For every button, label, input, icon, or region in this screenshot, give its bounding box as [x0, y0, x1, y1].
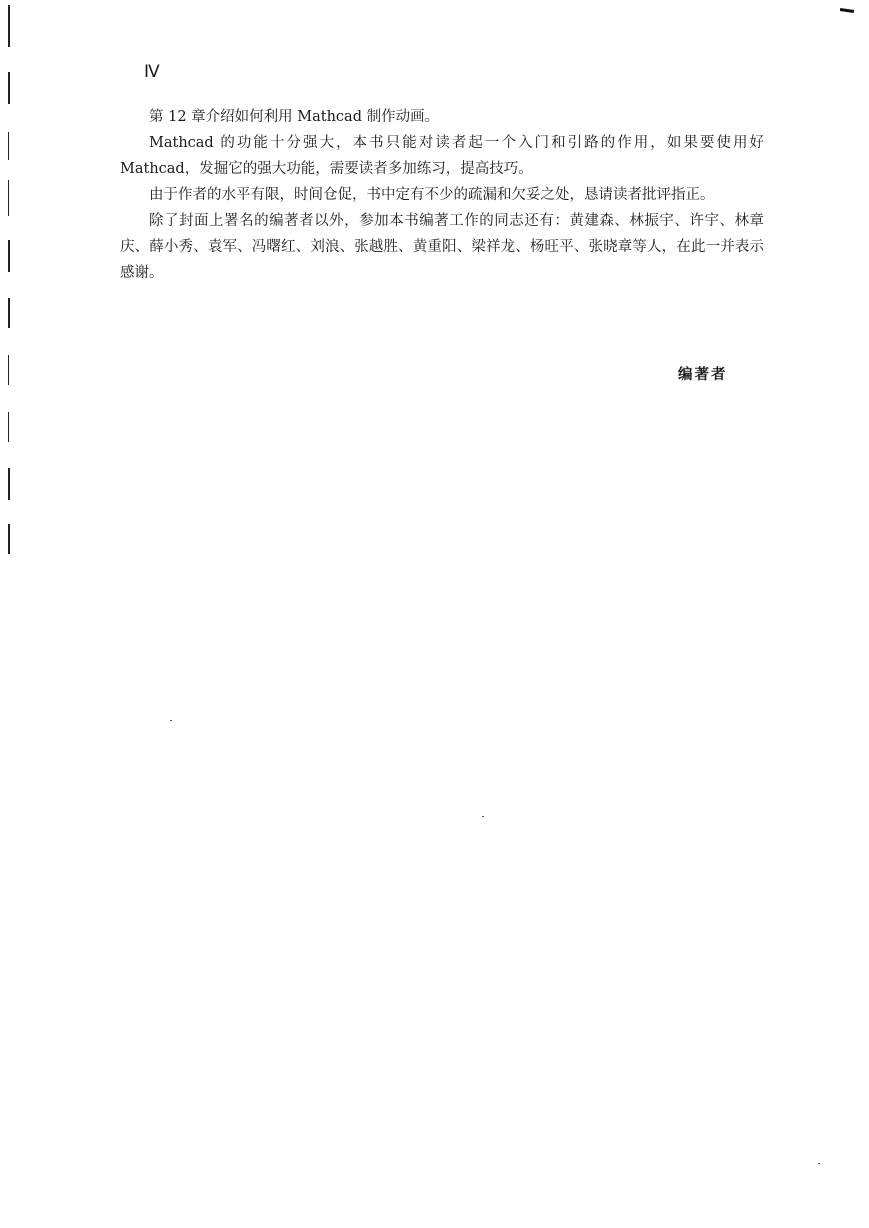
scan-edge-mark	[8, 412, 9, 442]
scan-edge-mark	[8, 240, 10, 272]
scan-edge-mark	[8, 355, 9, 385]
scan-edge-mark	[8, 72, 10, 104]
scan-corner-mark	[840, 8, 854, 13]
scan-edge-mark	[8, 180, 9, 216]
paragraph: Mathcad 的功能十分强大，本书只能对读者起一个入门和引路的作用，如果要使用好 Mathcad，发掘它的强大功能，需要读者多加练习，提高技巧。	[120, 135, 764, 177]
scan-edge-mark	[8, 524, 10, 554]
body-text	[120, 104, 764, 286]
scan-speck	[170, 720, 172, 721]
scan-edge-mark	[8, 298, 10, 328]
paragraph: 除了封面上署名的编著者以外，参加本书编著工作的同志还有：黄建森、林振宇、许宇、林章庆、薛小秀、袁军、冯曙红、刘浪、张越胜、黄重阳、梁祥龙、杨旺平、张晓章等人，在此一并表示感谢。	[120, 213, 764, 281]
paragraph: 由于作者的水平有限，时间仓促，书中定有不少的疏漏和欠妥之处，恳请读者批评指正。	[149, 187, 715, 203]
paragraph: 第 12 章介绍如何利用 Mathcad 制作动画。	[149, 109, 440, 125]
scan-edge-mark	[8, 132, 9, 160]
scan-edge-mark	[8, 5, 10, 47]
scan-edge-mark	[8, 468, 10, 500]
scan-speck	[482, 816, 484, 817]
scan-speck	[818, 1163, 820, 1164]
page-number: Ⅳ	[144, 62, 161, 81]
author-signature: 编著者	[678, 366, 728, 383]
